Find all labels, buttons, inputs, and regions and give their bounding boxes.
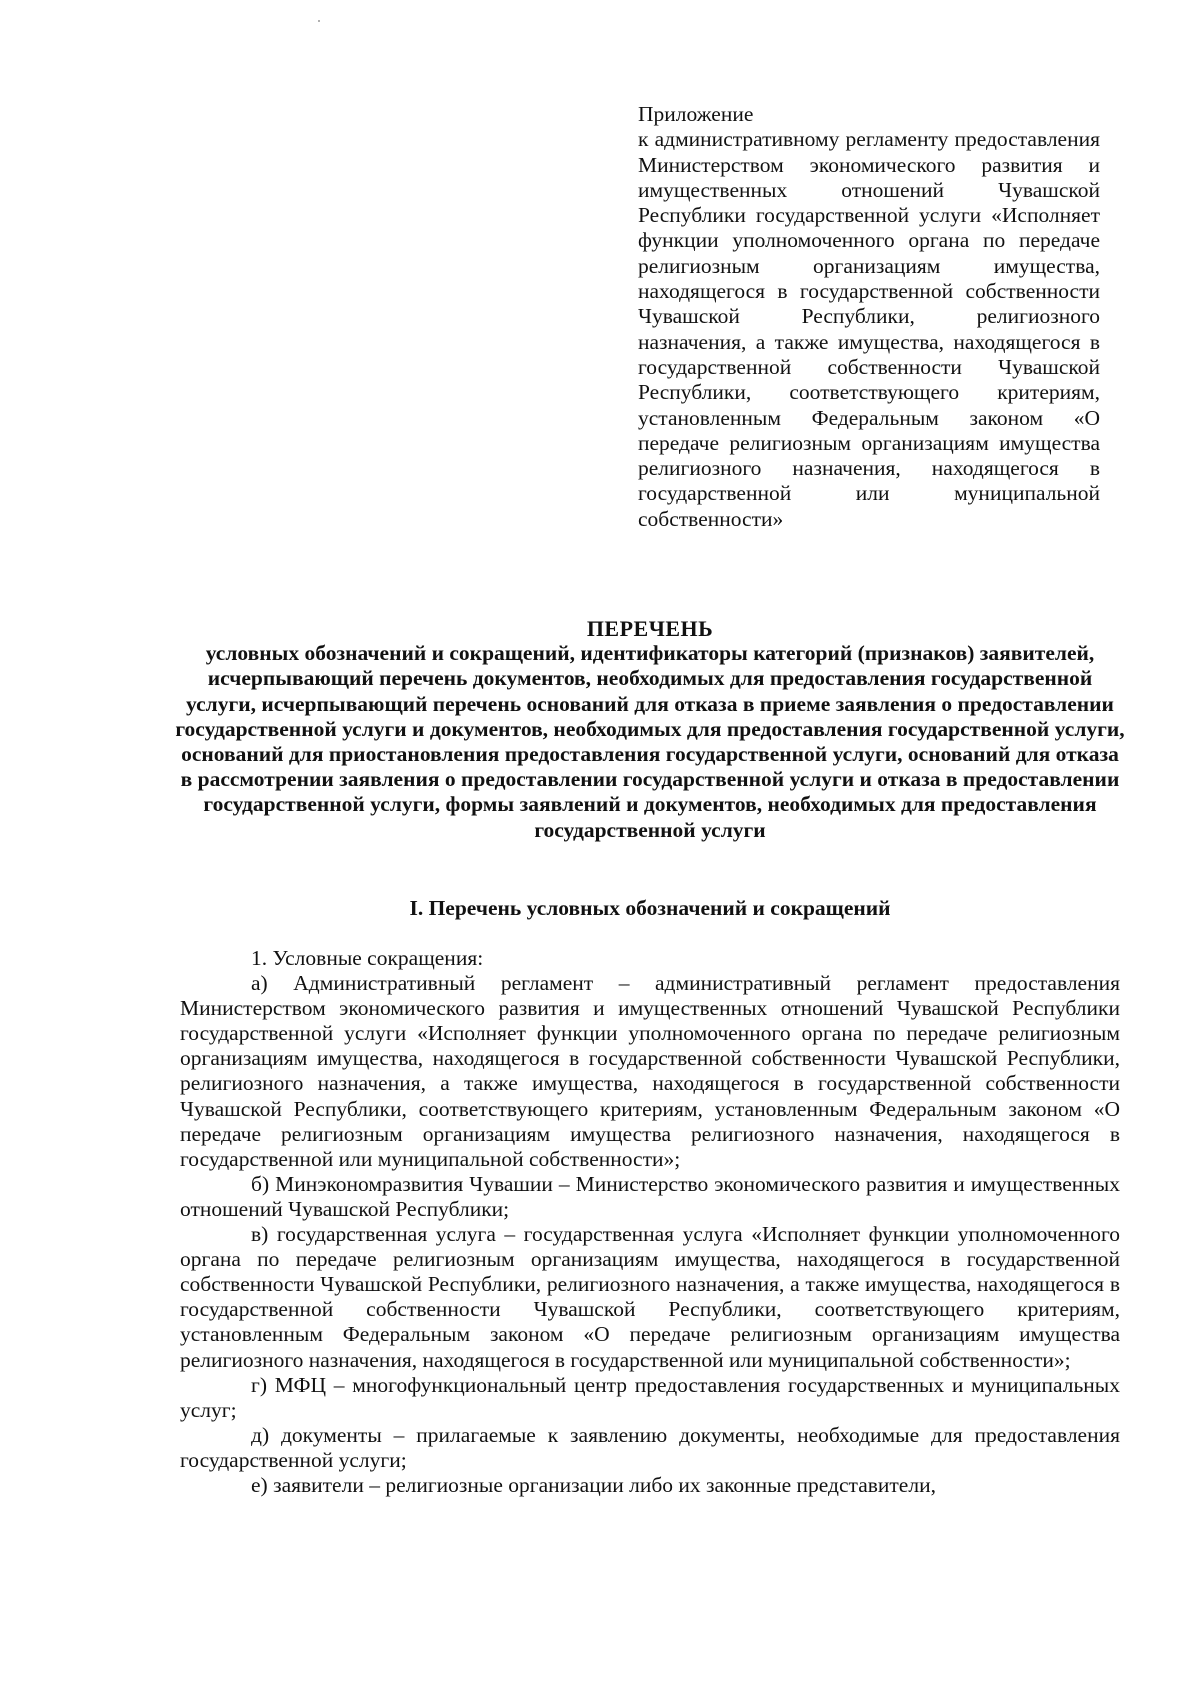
section-heading: I. Перечень условных обозначений и сокращений [409, 896, 891, 920]
scan-speck [318, 20, 320, 22]
document-subtitle: условных обозначений и сокращений, идентификаторы категорий (признаков) заявителей, исчерпывающий перечень документов, необходимых для предоставления государственной услуги, исчерпывающий перечень оснований для отказа в приеме заявления о предоставлении государственной услуги и документов, необходимых для предоставления государственной услуги, оснований для приостановления предоставления государственной услуги, оснований для отказа в рассмотрении заявления о предоставлении государственной услуги и отказа в предоставлении государственной услуги, формы заявлений и документов, необходимых для предоставления государственной услуги [175, 641, 1125, 842]
document-title: ПЕРЕЧЕНЬ [586, 616, 714, 641]
list-item: а) Административный регламент – административный регламент предоставления Министерством экономического развития и имущественных отношений Чувашской Республики государственной услуги «Исполняет функции уполномоченного органа по передаче религиозным организациям имущества, находящегося в государственной собственности Чувашской Республики, религиозного назначения, а также имущества, находящегося в государственной собственности Чувашской Республики, соответствующего критериям, установленным Федеральным законом «О передаче религиозным организациям имущества религиозного назначения, находящегося в государственной или муниципальной собственности»; [180, 971, 1120, 1171]
document-body [180, 946, 1120, 1498]
list-item: д) документы – прилагаемые к заявлению документы, необходимые для предоставления государственной услуги; [180, 1422, 1120, 1472]
appendix-text: к административному регламенту предоставления Министерством экономического развития и имущественных отношений Чувашской Республики государственной услуги «Исполняет функции уполномоченного органа по передаче религиозным организациям имущества, находящегося в государственной собственности Чувашской Республики, религиозного назначения, а также имущества, находящегося в государственной собственности Чувашской Республики, соответствующего критериям, установленным Федеральным законом «О передаче религиозным организациям имущества религиозного назначения, находящегося в государственной или муниципальной собственности» [638, 127, 1100, 531]
document-title-block [175, 616, 1125, 843]
list-item: г) МФЦ – многофункциональный центр предоставления государственных и муниципальных услуг; [180, 1372, 1120, 1422]
appendix-block [638, 102, 1100, 532]
list-item: б) Минэкономразвития Чувашии – Министерство экономического развития и имущественных отношений Чувашской Республики; [180, 1171, 1120, 1221]
list-item: е) заявители – религиозные организации либо их законные представители, [251, 1472, 936, 1497]
list-item: в) государственная услуга – государственная услуга «Исполняет функции уполномоченного органа по передаче религиозным организациям имущества, находящегося в государственной собственности Чувашской Республики, религиозного назначения, а также имущества, находящегося в государственной собственности Чувашской Республики, соответствующего критериям, установленным Федеральным законом «О передаче религиозным организациям имущества религиозного назначения, находящегося в государственной или муниципальной собственности»; [180, 1222, 1120, 1372]
body-intro: 1. Условные сокращения: [251, 946, 484, 970]
appendix-heading: Приложение [638, 102, 754, 126]
